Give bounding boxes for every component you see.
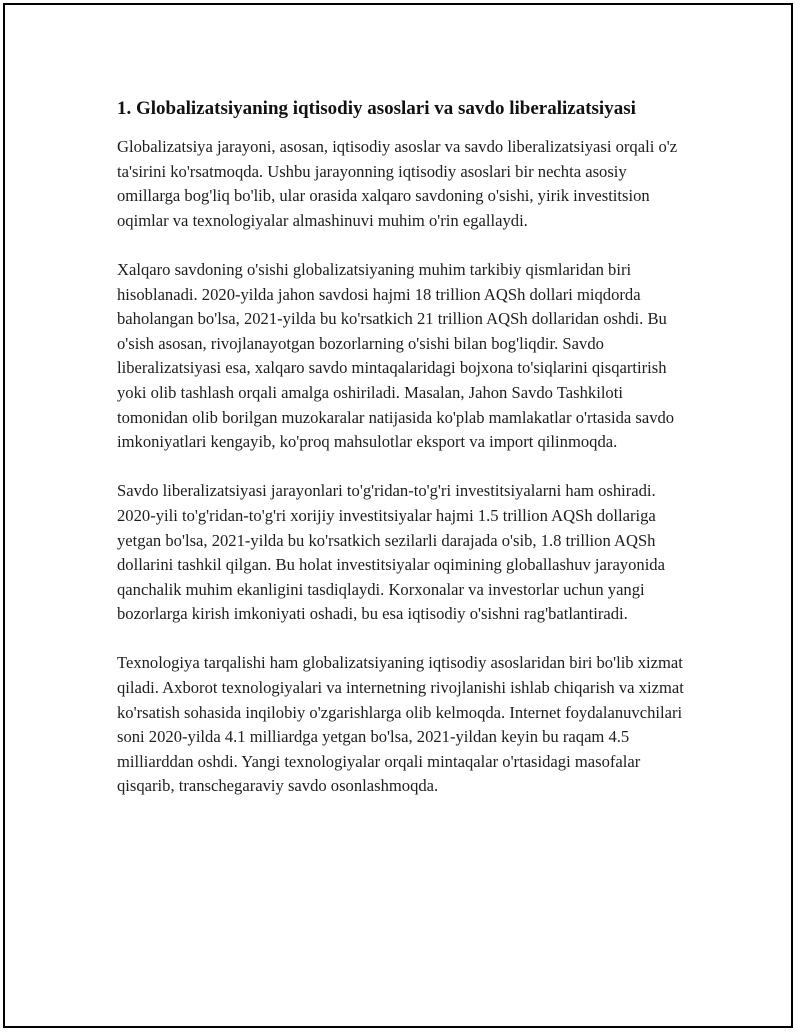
paragraph-technology: Texnologiya tarqalishi ham globalizatsiyaning iqtisodiy asoslaridan biri bo'lib xizmat qiladi. Axborot texnologiyalari va internetning rivojlanishi ishlab chiqarish va xizmat ko'rsatish sohasida inqilobiy o'zgarishlarga olib kelmoqda. Internet foydalanuvchilari soni 2020-yilda 4.1 milliardga yetgan bo'lsa, 2021-yildan keyin bu raqam 4.5 milliarddan oshdi. Yangi texnologiyalar orqali mintaqalar o'rtasidagi masofalar qisqarib, transchegaraviy savdo osonlashmoqda. [117,653,684,796]
section-title: 1. Globalizatsiyaning iqtisodiy asoslari va savdo liberalizatsiyasi [117,98,636,119]
document-body [117,96,689,824]
paragraph-investments: Savdo liberalizatsiyasi jarayonlari to'g'ridan-to'g'ri investitsiyalarni ham oshiradi. 2020-yili to'g'ridan-to'g'ri xorijiy investitsiyalar hajmi 1.5 trillion AQSh dollariga yetgan bo'lsa, 2021-yilda bu ko'rsatkich sezilarli darajada o'sib, 1.8 trillion AQSh dollarini tashkil qilgan. Bu holat investitsiyalar oqimining globallashuv jarayonida qanchalik muhim ekanligini tasdiqlaydi. Korxonalar va investorlar uchun yangi bozorlarga kirish imkoniyati oshadi, bu esa iqtisodiy o'sishni rag'batlantiradi. [117,481,665,624]
paragraph-trade-growth: Xalqaro savdoning o'sishi globalizatsiyaning muhim tarkibiy qismlaridan biri hisoblanadi. 2020-yilda jahon savdosi hajmi 18 trillion AQSh dollari miqdorda baholangan bo'lsa, 2021-yilda bu ko'rsatkich 21 trillion AQSh dollaridan oshdi. Bu o'sish asosan, rivojlanayotgan bozorlarning o'sishi bilan bog'liqdir. Savdo liberalizatsiyasi esa, xalqaro savdo mintaqalaridagi bojxona to'siqlarini qisqartirish yoki olib tashlash orqali amalga oshiriladi. Masalan, Jahon Savdo Tashkiloti tomonidan olib borilgan muzokaralar natijasida ko'plab mamlakatlar o'rtasida savdo imkoniyatlari kengayib, ko'proq mahsulotlar eksport va import qilinmoqda. [117,259,675,452]
paragraph-intro: Globalizatsiya jarayoni, asosan, iqtisodiy asoslar va savdo liberalizatsiyasi orqali o'z ta'sirini ko'rsatmoqda. Ushbu jarayonning iqtisodiy asoslari bir nechta asosiy omillarga bog'liq bo'lib, ular orasida xalqaro savdoning o'sishi, yirik investitsion oqimlar va texnologiyalar almashinuvi muhim o'rin egallaydi. [117,137,678,230]
